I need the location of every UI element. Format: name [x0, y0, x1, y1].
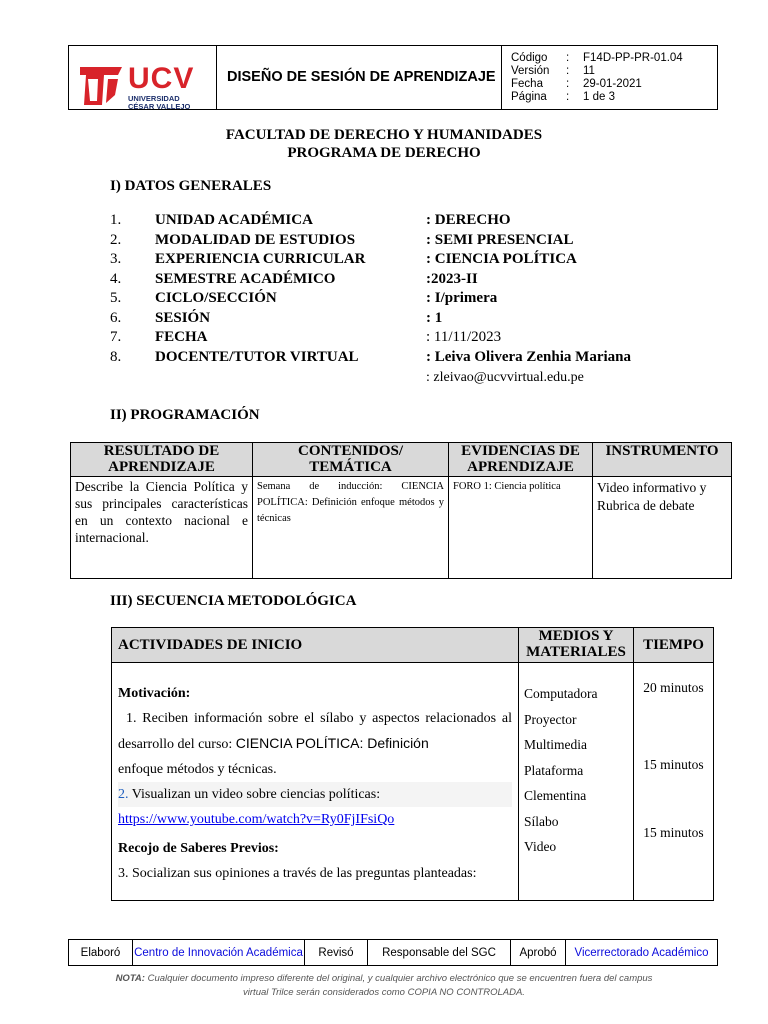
medio-item: Proyector	[524, 711, 577, 727]
elaboro-label: Elaboró	[69, 940, 133, 965]
document-title: DISEÑO DE SESIÓN DE APRENDIZAJE	[227, 69, 496, 85]
docente-email: : zleivao@ucvvirtual.edu.pe	[426, 370, 584, 385]
section-datos-generales: I) DATOS GENERALES	[110, 178, 272, 194]
reviso-value: Responsable del SGC	[368, 940, 511, 965]
approval-footer	[68, 939, 718, 966]
secuencia-table	[111, 627, 714, 901]
cell-evidencias: FORO 1: Ciencia política	[449, 477, 593, 579]
medio-item: Computadora	[524, 686, 598, 701]
header-divider	[501, 46, 502, 109]
col-header: MEDIOS Y MATERIALES	[519, 628, 634, 663]
logo-line1: UNIVERSIDAD	[128, 94, 180, 103]
motivacion-heading: Motivación:	[118, 686, 191, 701]
col-header: TIEMPO	[634, 628, 714, 663]
col-header: RESULTADO DE APRENDIZAJE	[71, 443, 253, 477]
medio-item: Clementina	[524, 788, 587, 803]
cell-resultado: Describe la Ciencia Política y sus principales características en un contexto nacional e internacional.	[71, 477, 253, 579]
table-header-row	[71, 443, 732, 477]
activity-2: 2. Visualizan un video sobre ciencias políticas:	[118, 782, 512, 807]
youtube-link[interactable]: https://www.youtube.com/watch?v=Ry0FjIFsiQo	[118, 812, 395, 827]
medio-item: Plataforma	[524, 762, 584, 778]
col-header: CONTENIDOS/ TEMÁTICA	[253, 443, 449, 477]
meta-row: Página : 1 de 3	[511, 91, 615, 103]
logo-brand: UCV	[128, 62, 195, 95]
col-header: EVIDENCIAS DE APRENDIZAJE	[449, 443, 593, 477]
medio-item: Video	[524, 839, 557, 854]
tiempo-item: 20 minutos	[643, 680, 704, 695]
cell-actividades	[112, 663, 519, 901]
col-header: ACTIVIDADES DE INICIO	[112, 628, 519, 663]
document-meta	[511, 52, 683, 104]
table-row	[71, 477, 732, 579]
section-secuencia: III) SECUENCIA METODOLÓGICA	[110, 593, 357, 609]
tiempo-item: 15 minutos	[643, 825, 704, 840]
reviso-label: Revisó	[305, 940, 368, 965]
cell-contenidos: Semana de inducción: CIENCIA POLÍTICA: Definición enfoque métodos y técnicas	[253, 477, 449, 579]
ucv-logo	[78, 61, 208, 111]
aprobo-label: Aprobó	[511, 940, 566, 965]
medio-item: Multimedia	[524, 737, 587, 752]
table-row	[112, 663, 714, 901]
tiempo-item: 15 minutos	[643, 757, 704, 772]
programacion-table	[70, 442, 732, 579]
meta-row: Fecha : 29-01-2021	[511, 78, 642, 90]
header-divider	[216, 46, 217, 109]
recojo-heading: Recojo de Saberes Previos:	[118, 841, 279, 856]
meta-row: Código : F14D-PP-PR-01.04	[511, 52, 683, 64]
table-header-row	[112, 628, 714, 663]
footer-note: NOTA: Cualquier documento impreso diferente del original, y cualquier archivo electrónico que se encuentren fuera del campus virtual Trilce serán considerados como COPIA NO CONTROLADA.	[115, 973, 653, 998]
activity-3: 3. Socializan sus opiniones a través de las preguntas planteadas:	[118, 866, 477, 881]
logo-line2: CÉSAR VALLEJO	[128, 102, 191, 111]
meta-row: Versión : 11	[511, 65, 595, 77]
cell-tiempo	[634, 663, 714, 901]
cell-medios	[519, 663, 634, 901]
program-title: PROGRAMA DE DERECHO	[287, 145, 481, 161]
cell-instrumento: Video informativo y Rubrica de debate	[593, 477, 732, 579]
medio-item: Sílabo	[524, 813, 559, 829]
section-programacion: II) PROGRAMACIÓN	[110, 407, 260, 423]
elaboro-value: Centro de Innovación Académica	[133, 940, 305, 965]
col-header: INSTRUMENTO	[593, 443, 732, 477]
faculty-title: FACULTAD DE DERECHO Y HUMANIDADES	[225, 127, 543, 143]
activity-1: 1. Reciben información sobre el sílabo y aspectos relacionados al desarrollo del curso: CIENCIA POLÍTICA: Definición enfoque métodos y técnicas.	[118, 711, 513, 777]
document-header	[68, 45, 718, 110]
aprobo-value: Vicerrectorado Académico	[574, 946, 709, 959]
